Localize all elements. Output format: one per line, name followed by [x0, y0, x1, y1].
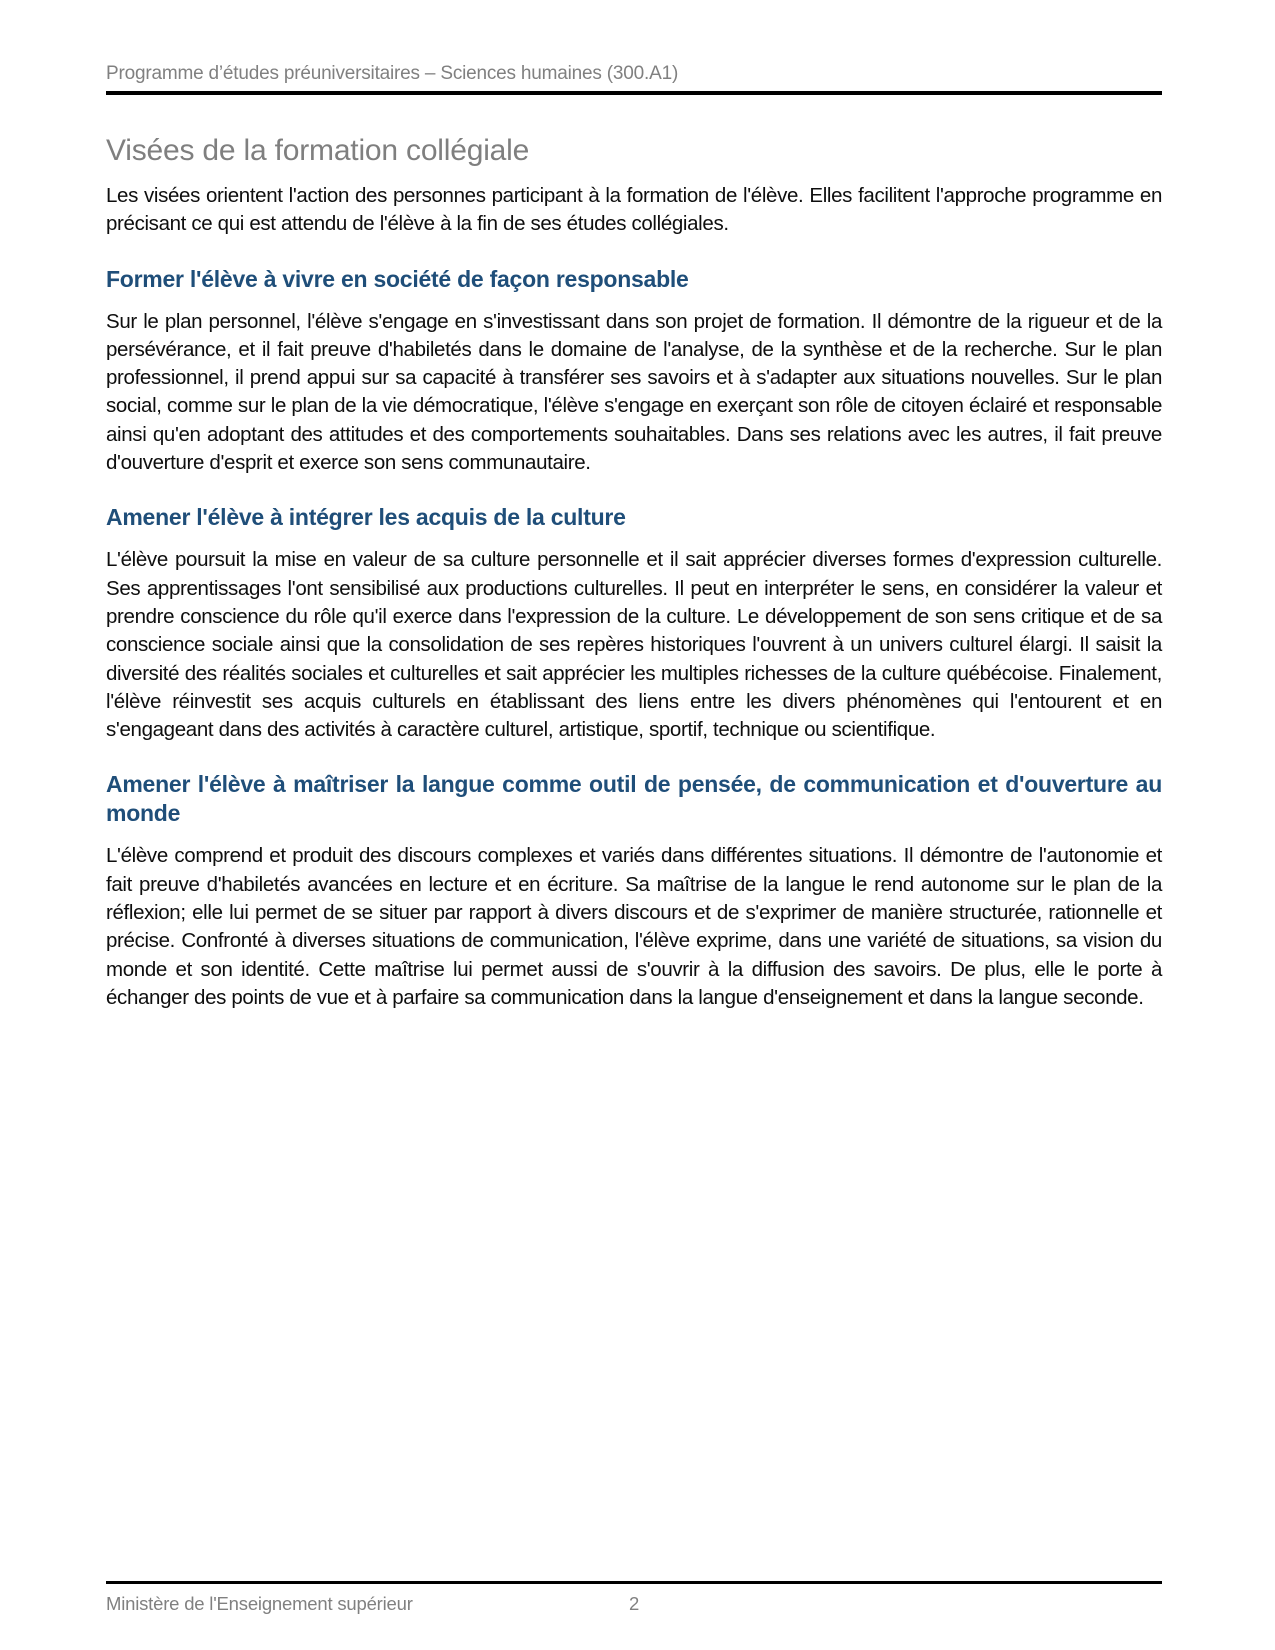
section-paragraph: L'élève poursuit la mise en valeur de sa culture personnelle et il sait apprécier diverses formes d'expression culturelle. Ses apprentissages l'ont sensibilisé aux productions culturelles. Il peut en interpréter le sens, en considérer la valeur et prendre conscience du rôle qu'il exerce dans l'expression de la culture. Le développement de son sens critique et de sa conscience sociale ainsi que la consolidation de ses repères historiques l'ouvrent à un univers culturel élargi. Il saisit la diversité des réalités sociales et culturelles et sait apprécier les multiples richesses de la culture québécoise. Finalement, l'élève réinvestit ses acquis culturels en établissant des liens entre les divers phénomènes qui l'entourent et en s'engageant dans des activités à caractère culturel, artistique, sportif, technique ou scientifique.	[106, 548, 1162, 742]
running-header	[106, 0, 1162, 95]
running-header-text: Programme d’études préuniversitaires – Sciences humaines (300.A1)	[106, 63, 679, 84]
section-heading: Amener l'élève à maîtriser la langue comme outil de pensée, de communication et d'ouverture au monde	[106, 771, 1162, 827]
section-paragraph: Sur le plan personnel, l'élève s'engage en s'investissant dans son projet de formation. Il démontre de la rigueur et de la persévérance, et il fait preuve d'habiletés dans le domaine de l'analyse, de la synthèse et de la recherche. Sur le plan professionnel, il prend appui sur sa capacité à transférer ses savoirs et à s'adapter aux situations nouvelles. Sur le plan social, comme sur le plan de la vie démocratique, l'élève s'engage en exerçant son rôle de citoyen éclairé et responsable ainsi qu'en adoptant des attitudes et des comportements souhaitables. Dans ses relations avec les autres, il fait preuve d'ouverture d'esprit et exerce son sens communautaire.	[106, 309, 1162, 475]
section-vivre-en-societe	[106, 265, 1162, 478]
section-acquis-culture	[106, 503, 1162, 744]
page-footer	[106, 1581, 1162, 1615]
page-title: Visées de la formation collégiale	[106, 134, 530, 167]
section-heading: Former l'élève à vivre en société de façon responsable	[106, 265, 689, 292]
section-heading: Amener l'élève à intégrer les acquis de la culture	[106, 504, 626, 531]
footer-row	[106, 1593, 1162, 1615]
footer-ministry-label: Ministère de l'Enseignement supérieur	[106, 1593, 413, 1614]
section-maitriser-langue	[106, 770, 1162, 1012]
footer-page-number: 2	[628, 1593, 640, 1614]
section-paragraph: L'élève comprend et produit des discours complexes et variés dans différentes situations. Il démontre de l'autonomie et fait preuve d'habiletés avancées en lecture et en écriture. Sa maîtrise de la langue le rend autonome sur le plan de la réflexion; elle lui permet de se situer par rapport à divers discours et de s'exprimer de manière structurée, rationnelle et précise. Confronté à diverses situations de communication, l'élève exprime, dans une variété de situations, sa vision du monde et son identité. Cette maîtrise lui permet aussi de s'ouvrir à la diffusion des savoirs. De plus, elle le porte à échanger des points de vue et à parfaire sa communication dans la langue d'enseignement et dans la langue seconde.	[106, 844, 1162, 1009]
page-content	[106, 0, 1162, 1012]
intro-paragraph: Les visées orientent l'action des personnes participant à la formation de l'élève. Elles facilitent l'approche programme en précisant ce qui est attendu de l'élève à la fin de ses études collégiales.	[106, 184, 1162, 236]
